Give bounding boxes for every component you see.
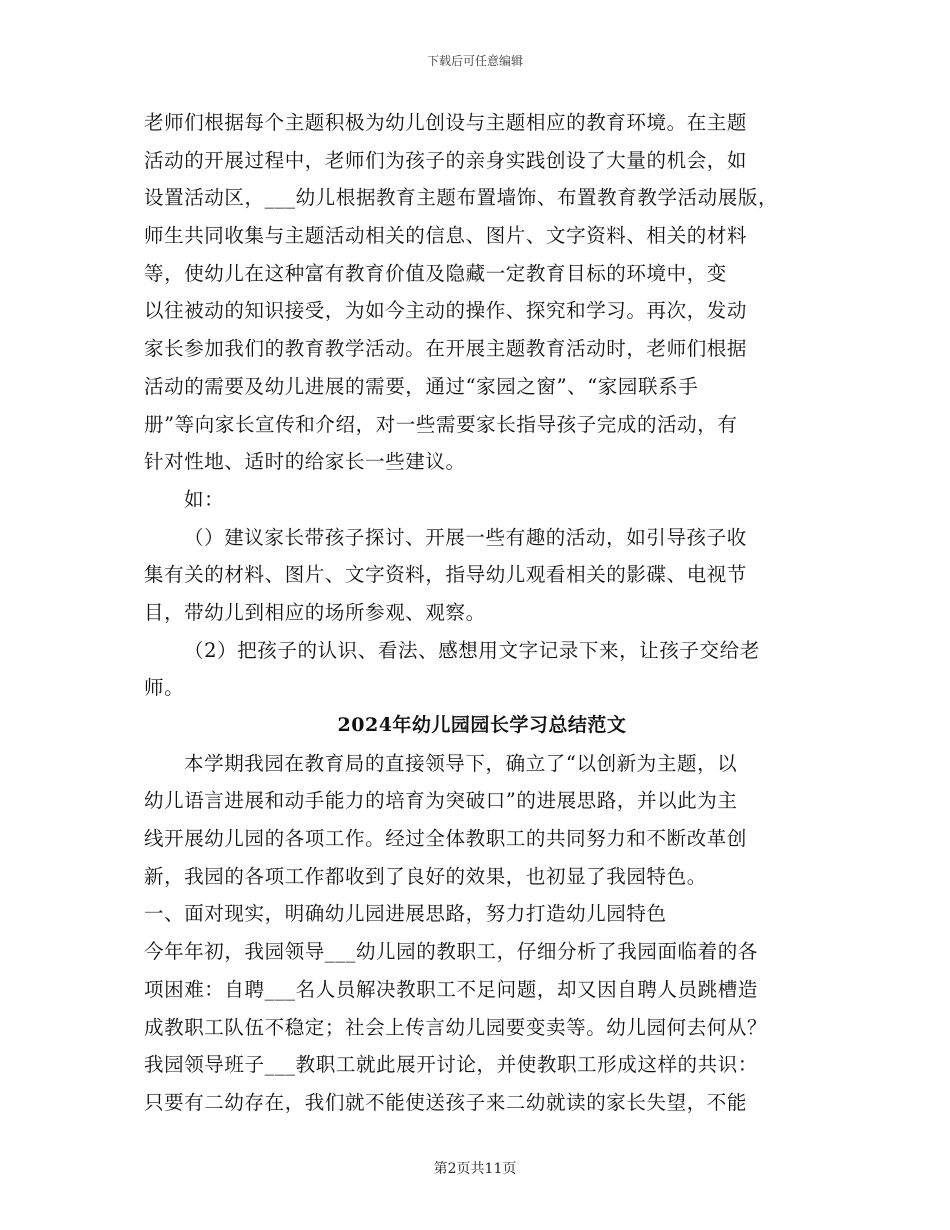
text-line: 一、面对现实，明确幼儿园进展思路，努力打造幼儿园特色 <box>144 902 667 926</box>
text-line: （）建议家长带孩子探讨、开展一些有趣的活动，如引导孩子收 <box>184 525 747 549</box>
text-line: 成教职工队伍不稳定；社会上传言幼儿园要变卖等。幼儿园何去何从？ <box>144 1015 768 1039</box>
text-line: 项困难：自聘___名人员解决教职工不足问题，却又因自聘人员跳槽造 <box>144 977 758 1001</box>
text-line: 册”等向家长宣传和介绍，对一些需要家长指导孩子完成的活动，有 <box>144 412 738 436</box>
document-body <box>144 104 820 1122</box>
text-line: 今年年初，我园领导___幼儿园的教职工，仔细分析了我园面临着的各 <box>144 940 758 964</box>
page-header: 下载后可任意编辑 <box>426 54 523 68</box>
text-line: 集有关的材料、图片、文字资料，指导幼儿观看相关的影碟、电视节 <box>144 563 748 587</box>
text-line: 我园领导班子___教职工就此展开讨论，并使教职工形成这样的共识： <box>144 1053 758 1077</box>
text-line: 活动的需要及幼儿进展的需要，通过“家园之窗”、“家园联系手 <box>144 374 699 398</box>
text-line: 以往被动的知识接受，为如今主动的操作、探究和学习。再次，发动 <box>144 299 748 323</box>
text-line: 等，使幼儿在这种富有教育价值及隐藏一定教育目标的环境中，变 <box>144 261 727 285</box>
text-line: 师生共同收集与主题活动相关的信息、图片、文字资料、相关的材料 <box>144 224 748 248</box>
text-line: 线开展幼儿园的各项工作。经过全体教职工的共同努力和不断改革创 <box>144 827 748 851</box>
text-line: 师。 <box>144 676 185 700</box>
page-footer: 第2页共11页 <box>433 1161 517 1177</box>
text-line: 本学期我园在教育局的直接领导下，确立了“以创新为主题，以 <box>184 751 738 775</box>
text-line: 设置活动区，___幼儿根据教育主题布置墙饰、布置教育教学活动展版， <box>144 186 779 210</box>
text-line: 针对性地、适时的给家长一些建议。 <box>144 450 466 474</box>
text-line: 只要有二幼存在，我们就不能使送孩子来二幼就读的家长失望，不能 <box>144 1090 748 1114</box>
text-line: 家长参加我们的教育教学活动。在开展主题教育活动时，老师们根据 <box>144 337 748 361</box>
text-line: 活动的开展过程中，老师们为孩子的亲身实践创设了大量的机会，如 <box>144 148 748 172</box>
text-line: 如： <box>184 487 225 511</box>
text-line: 新，我园的各项工作都收到了良好的效果，也初显了我园特色。 <box>144 864 707 888</box>
text-line: 幼儿语言进展和动手能力的培育为突破口”的进展思路，并以此为主 <box>144 789 738 813</box>
text-line: 老师们根据每个主题积极为幼儿创设与主题相应的教育环境。在主题 <box>144 111 748 134</box>
text-line: （2）把孩子的认识、看法、感想用文字记录下来，让孩子交给老 <box>184 638 760 662</box>
section-title: 2024年幼儿园园长学习总结范文 <box>337 714 627 736</box>
text-line: 目，带幼儿到相应的场所参观、观察。 <box>144 600 486 624</box>
